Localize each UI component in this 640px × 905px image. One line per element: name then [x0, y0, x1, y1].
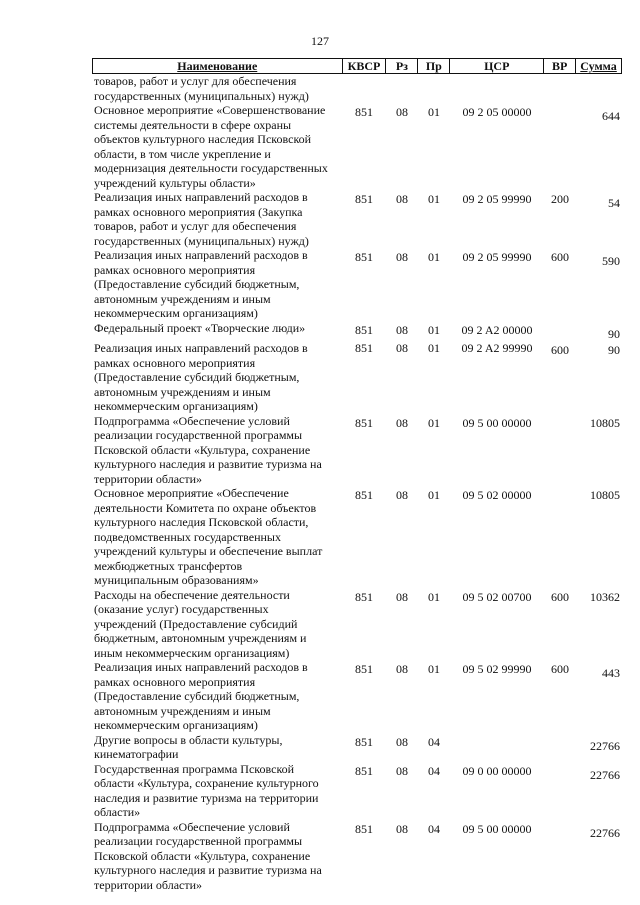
row-rz: 08 [396, 341, 408, 355]
row-vr: 600 [551, 343, 569, 357]
row-rz: 08 [396, 415, 408, 430]
header-name: Наименование [93, 59, 343, 73]
table-row [92, 341, 622, 414]
header-sum: Сумма [576, 59, 622, 73]
row-vr: 600 [551, 662, 569, 676]
row-rz: 08 [396, 763, 408, 778]
row-kvsr: 851 [355, 488, 373, 502]
row-name: Основное мероприятие «Обеспечение деятельности Комитета по охране объектов культурного наследия Псковской области, подведомственных государственных учреждений культуры и обеспечение выплат межбюджетных трансфертов муниципальным образованиям» [94, 486, 323, 587]
table-row [92, 762, 622, 820]
table-row [92, 588, 622, 661]
row-sum: 90 [608, 343, 620, 357]
row-csr: 09 5 00 00000 [462, 821, 532, 836]
row-name: Реализация иных направлений расходов в рамках основного мероприятия (Предоставление субсидий бюджетным, автономным учреждениям и иным некоммерческим организациям) [94, 660, 308, 732]
row-sum: 10362 [590, 589, 620, 604]
row-pr: 01 [428, 589, 440, 604]
row-csr: 09 2 A2 00000 [461, 322, 533, 337]
table-row [92, 486, 622, 588]
row-rz: 08 [396, 589, 408, 604]
row-kvsr: 851 [355, 589, 373, 604]
row-csr: 09 5 00 00000 [462, 415, 532, 430]
row-vr: 600 [551, 250, 569, 264]
row-kvsr: 851 [355, 821, 373, 836]
row-vr [544, 321, 576, 342]
row-sum: 22766 [590, 825, 620, 840]
row-rz: 08 [396, 192, 408, 206]
table-row [92, 103, 622, 190]
table-row [92, 820, 622, 893]
row-sum: 590 [602, 254, 620, 268]
row-kvsr: 851 [355, 763, 373, 778]
row-kvsr: 851 [355, 734, 373, 749]
row-kvsr: 851 [355, 415, 373, 430]
row-name: Государственная программа Псковской области «Культура, сохранение культурного наследия и развитие туризма на территории области» [94, 761, 319, 819]
table-row [92, 414, 622, 487]
header-rz: Рз [386, 59, 418, 73]
row-pr [418, 74, 450, 103]
row-vr [544, 103, 576, 190]
row-vr [544, 733, 576, 762]
row-kvsr [342, 74, 386, 103]
row-name: Реализация иных направлений расходов в рамках основного мероприятия (Предоставление субсидий бюджетным, автономным учреждениям и иным некоммерческим организациям) [94, 248, 308, 320]
row-rz [386, 74, 418, 103]
row-kvsr: 851 [355, 105, 373, 119]
row-csr: 09 5 02 00000 [462, 488, 532, 502]
row-rz: 08 [396, 105, 408, 119]
row-rz: 08 [396, 821, 408, 836]
header-vr: ВР [544, 59, 576, 73]
row-name: Основное мероприятие «Совершенствование системы деятельности в сфере охраны объектов культурного наследия Псковской области, в том числе укрепление и модернизация деятельности государственных учреждений культуры области» [94, 103, 328, 190]
row-pr: 01 [428, 488, 440, 502]
header-pr: Пр [418, 59, 450, 73]
row-vr [544, 820, 576, 893]
row-csr: 09 2 05 00000 [462, 105, 532, 119]
table-row [92, 733, 622, 762]
page-number: 127 [311, 34, 329, 48]
row-csr: 09 2 05 99990 [462, 192, 532, 206]
row-vr [544, 74, 576, 103]
row-vr: 600 [551, 589, 569, 604]
row-sum: 54 [608, 196, 620, 210]
row-name: товаров, работ и услуг для обеспечения государственных (муниципальных) нужд) [94, 74, 309, 103]
row-kvsr: 851 [355, 662, 373, 676]
table-row [92, 74, 622, 103]
row-pr: 04 [428, 734, 440, 749]
header-csr: ЦСР [450, 59, 544, 73]
row-rz: 08 [396, 488, 408, 502]
row-pr: 01 [428, 341, 440, 355]
row-name: Подпрограмма «Обеспечение условий реализации государственной программы Псковской области «Культура, сохранение культурного наследия и развитие туризма на территории области» [94, 413, 322, 486]
row-rz: 08 [396, 662, 408, 676]
row-csr: 09 0 00 00000 [462, 763, 532, 778]
row-pr: 01 [428, 662, 440, 676]
row-sum: 443 [602, 666, 620, 680]
table-row [92, 660, 622, 733]
row-sum: 644 [602, 109, 620, 123]
row-rz: 08 [396, 734, 408, 749]
row-name: Расходы на обеспечение деятельности (оказание услуг) государственных учреждений (Предоставление субсидий бюджетным, автономным учреждениям и иным некоммерческим организациям) [94, 587, 307, 660]
row-kvsr: 851 [355, 322, 373, 337]
table-row [92, 248, 622, 321]
row-csr: 09 2 A2 99990 [461, 341, 533, 355]
row-sum: 10805 [590, 488, 620, 502]
row-name: Реализация иных направлений расходов в рамках основного мероприятия (Закупка товаров, работ и услуг для обеспечения государственных (муниципальных) нужд) [94, 190, 309, 248]
row-pr: 01 [428, 250, 440, 264]
row-csr: 09 2 05 99990 [462, 250, 532, 264]
row-pr: 01 [428, 192, 440, 206]
row-vr: 200 [551, 192, 569, 206]
row-pr: 01 [428, 105, 440, 119]
row-name: Реализация иных направлений расходов в рамках основного мероприятия (Предоставление субсидий бюджетным, автономным учреждениям и иным некоммерческим организациям) [94, 341, 308, 413]
row-vr [544, 486, 576, 588]
row-kvsr: 851 [355, 341, 373, 355]
header-kvsr: КВСР [343, 59, 387, 73]
row-csr: 09 5 02 99990 [462, 662, 532, 676]
row-pr: 04 [428, 763, 440, 778]
row-rz: 08 [396, 322, 408, 337]
row-name: Подпрограмма «Обеспечение условий реализации государственной программы Псковской области «Культура, сохранение культурного наследия и развитие туризма на территории области» [94, 819, 322, 892]
table-header [92, 58, 622, 74]
row-vr [544, 762, 576, 820]
row-pr: 01 [428, 415, 440, 430]
row-kvsr: 851 [355, 192, 373, 206]
row-sum [576, 74, 622, 103]
row-pr: 01 [428, 322, 440, 337]
row-name: Другие вопросы в области культуры, кинематографии [94, 732, 283, 761]
table-row [92, 190, 622, 248]
row-sum: 22766 [590, 738, 620, 753]
row-sum: 90 [608, 326, 620, 341]
row-kvsr: 851 [355, 250, 373, 264]
table-row [92, 321, 622, 342]
row-name: Федеральный проект «Творческие люди» [94, 320, 306, 335]
row-pr: 04 [428, 821, 440, 836]
row-csr [450, 74, 544, 103]
row-vr [544, 414, 576, 487]
row-sum: 10805 [590, 415, 620, 430]
budget-table [92, 58, 622, 892]
row-sum: 22766 [590, 767, 620, 782]
row-rz: 08 [396, 250, 408, 264]
row-csr: 09 5 02 00700 [462, 589, 532, 604]
row-csr [450, 733, 544, 762]
